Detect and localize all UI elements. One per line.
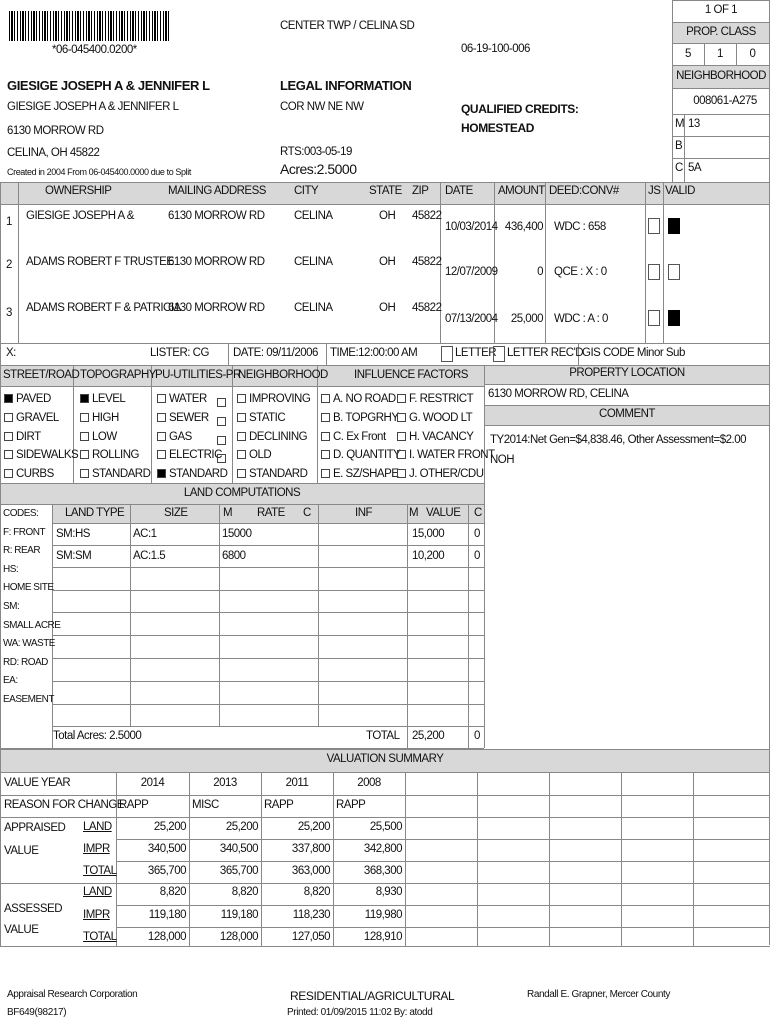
js-checkbox[interactable] xyxy=(648,264,660,280)
acres: Acres:2.5000 xyxy=(280,161,357,177)
reason-cell: RAPP xyxy=(336,799,366,811)
assessed-label: ASSESSED xyxy=(4,903,62,915)
land-type-cell: SM:HS xyxy=(56,528,90,540)
col-ownership: OWNERSHIP xyxy=(45,185,112,197)
valid-checkbox[interactable] xyxy=(668,310,680,326)
assessed-impr: 119,180 xyxy=(148,909,186,921)
row-number: 1 xyxy=(6,216,12,228)
col-m2: M xyxy=(409,507,419,519)
appraised-impr: 340,500 xyxy=(147,843,186,855)
street-option[interactable]: DIRT xyxy=(4,428,78,447)
valuation-title: VALUATION SUMMARY xyxy=(326,753,444,765)
footer-company: Appraisal Research Corporation xyxy=(7,989,138,1000)
col-inf: INF xyxy=(355,507,373,519)
deed-cell: WDC : 658 xyxy=(554,221,606,233)
size-cell: AC:1.5 xyxy=(133,550,166,562)
impr-label: IMPR xyxy=(83,909,110,921)
owner-name-title: GIESIGE JOSEPH A & JENNIFER L xyxy=(7,78,210,93)
amount-cell: 25,000 xyxy=(510,313,543,325)
util-option[interactable]: SEWER xyxy=(157,409,227,428)
topo-option[interactable]: ROLLING xyxy=(80,446,150,465)
utilities-pr-column xyxy=(217,393,229,468)
influence-option[interactable]: C. Ex Front xyxy=(321,428,400,447)
nbhd-option[interactable]: IMPROVING xyxy=(237,390,310,409)
deed-cell: WDC : A : 0 xyxy=(554,313,608,325)
zip-cell: 45822 xyxy=(412,302,442,314)
total-label: TOTAL xyxy=(83,865,117,877)
reason-cell: MISC xyxy=(192,799,219,811)
neighborhood-label: NEIGHBORHOOD xyxy=(676,70,766,82)
neighborhood-factor-list xyxy=(237,390,310,484)
date-cell: 07/13/2004 xyxy=(445,313,498,325)
footer-auditor: Randall E. Grapner, Mercer County xyxy=(527,989,670,1000)
influence-option[interactable]: F. RESTRICT xyxy=(397,390,495,409)
value-cell: 15,000 xyxy=(412,528,445,540)
amount-cell: 0 xyxy=(537,266,543,278)
x-label: X: xyxy=(6,347,16,359)
appraised-total: 363,000 xyxy=(291,865,330,877)
row-number: 2 xyxy=(6,259,12,271)
assessed-impr: 119,980 xyxy=(364,909,402,921)
city-cell: CELINA xyxy=(294,210,333,222)
col-amount: AMOUNT xyxy=(498,185,545,197)
land-type-cell: SM:SM xyxy=(56,550,92,562)
col-size: SIZE xyxy=(164,507,188,519)
util-option[interactable]: ELECTRIC xyxy=(157,446,227,465)
util-option[interactable]: WATER xyxy=(157,390,227,409)
rts: RTS:003-05-19 xyxy=(280,146,352,158)
legal-title: LEGAL INFORMATION xyxy=(280,78,412,93)
appraised-impr: 337,800 xyxy=(291,843,330,855)
influence-list-b xyxy=(397,390,495,484)
land-codes-legend: CODES: F: FRONT R: REAR HS: HOME SITE SM: SMALL ACRE WA: WASTE RD: ROAD EA: EASEMENT xyxy=(3,508,61,705)
neighborhood-factor-title: NEIGHBORHOOD xyxy=(238,369,328,381)
assessed-label: VALUE xyxy=(4,924,39,936)
rate-cell: 6800 xyxy=(222,550,246,562)
split-note: Created in 2004 From 06-045400.0000 due to Split xyxy=(7,167,191,177)
b-label: B xyxy=(675,140,683,152)
col-land-type: LAND TYPE xyxy=(65,507,125,519)
assessed-total: 128,000 xyxy=(147,931,186,943)
influence-option[interactable]: E. SZ/SHAPE xyxy=(321,465,400,484)
c-label: C xyxy=(675,162,683,174)
address-cell: 6130 MORROW RD xyxy=(168,302,265,314)
footer-type: RESIDENTIAL/AGRICULTURAL xyxy=(290,989,455,1003)
util-option[interactable]: STANDARD xyxy=(157,465,227,484)
credits-label: QUALIFIED CREDITS: xyxy=(461,102,579,116)
assessed-total: 127,050 xyxy=(291,931,330,943)
assessed-land: 8,820 xyxy=(159,886,186,898)
total-label: TOTAL xyxy=(83,931,117,943)
letter-recd-label: LETTER REC'D xyxy=(507,347,584,359)
owner-name: GIESIGE JOSEPH A & JENNIFER L xyxy=(7,101,179,113)
street-option[interactable]: PAVED xyxy=(4,390,78,409)
city-cell: CELINA xyxy=(294,256,333,268)
comment-line: TY2014:Net Gen=$4,838.46, Other Assessment=$2.00 xyxy=(490,434,747,446)
date-cell: 10/03/2014 xyxy=(445,221,498,233)
address-cell: 6130 MORROW RD xyxy=(168,210,265,222)
state-cell: OH xyxy=(379,302,396,314)
gis-code: GIS CODE Minor Sub xyxy=(582,347,685,359)
street-option[interactable]: SIDEWALKS xyxy=(4,446,78,465)
neighborhood-code: 008061-A275 xyxy=(693,95,757,107)
topo-option[interactable]: LEVEL xyxy=(80,390,150,409)
topography-list xyxy=(80,390,150,484)
influence-list-a xyxy=(321,390,400,484)
footer-printed: Printed: 01/09/2015 11:02 By: atodd xyxy=(287,1007,433,1018)
influence-option[interactable]: G. WOOD LT xyxy=(397,409,495,428)
prop-class-digit: 0 xyxy=(749,48,756,60)
prop-class-digit: 5 xyxy=(685,48,691,60)
influence-option[interactable]: I. WATER FRONT xyxy=(397,446,495,465)
influence-option[interactable]: D. QUANTITY xyxy=(321,446,400,465)
street-road-list xyxy=(4,390,78,484)
influence-option[interactable]: A. NO ROAD xyxy=(321,390,400,409)
property-location-title: PROPERTY LOCATION xyxy=(569,367,685,379)
city-cell: CELINA xyxy=(294,302,333,314)
street-road-title: STREET/ROAD xyxy=(3,369,80,381)
col-m: M xyxy=(223,507,233,519)
state-cell: OH xyxy=(379,256,396,268)
appraised-land: 25,200 xyxy=(225,821,258,833)
topo-option[interactable]: STANDARD xyxy=(80,465,150,484)
m-value: 13 xyxy=(688,118,700,130)
zip-cell: 45822 xyxy=(412,256,442,268)
utilities-title: PU-UTILITIES-PR xyxy=(155,369,241,381)
value-cell: 10,200 xyxy=(412,550,445,562)
land-total-value: 25,200 xyxy=(412,730,445,742)
credits-value: HOMESTEAD xyxy=(461,121,535,135)
valid-checkbox[interactable] xyxy=(668,218,680,234)
date-cell: 12/07/2009 xyxy=(445,266,498,278)
topo-option[interactable]: HIGH xyxy=(80,409,150,428)
assessed-land: 8,820 xyxy=(303,886,330,898)
year-cell: 2014 xyxy=(140,777,165,789)
influence-option[interactable]: J. OTHER/CDU xyxy=(397,465,495,484)
page-indicator: 1 OF 1 xyxy=(704,4,738,16)
lister: LISTER: CG xyxy=(150,347,209,359)
owner-address: 6130 MORROW RD xyxy=(7,125,104,137)
c-value: 5A xyxy=(688,162,702,174)
address-cell: 6130 MORROW RD xyxy=(168,256,265,268)
barcode xyxy=(9,11,171,41)
property-location-value: 6130 MORROW RD, CELINA xyxy=(488,388,629,400)
influence-option[interactable]: B. TOPGRHY xyxy=(321,409,400,428)
appraised-impr: 342,800 xyxy=(363,843,402,855)
prop-class-digit: 1 xyxy=(717,48,723,60)
barcode-text: *06-045400.0200* xyxy=(52,44,137,56)
letter-label: LETTER xyxy=(455,347,497,359)
appraised-land: 25,500 xyxy=(369,821,402,833)
c-cell: 0 xyxy=(474,550,480,562)
js-checkbox[interactable] xyxy=(648,310,660,326)
appraised-impr: 340,500 xyxy=(219,843,258,855)
col-js: JS xyxy=(648,185,661,197)
street-option[interactable]: GRAVEL xyxy=(4,409,78,428)
comment-line: NOH xyxy=(490,454,515,466)
col-zip: ZIP xyxy=(412,185,429,197)
owner-cell: ADAMS ROBERT F & PATRICIA xyxy=(26,302,181,314)
col-deed: DEED:CONV# xyxy=(549,185,619,197)
influence-factors-title: INFLUENCE FACTORS xyxy=(354,369,468,381)
land-title: LAND COMPUTATIONS xyxy=(183,487,301,499)
total-acres: Total Acres: 2.5000 xyxy=(53,730,142,742)
street-option[interactable]: CURBS xyxy=(4,465,78,484)
nbhd-option[interactable]: DECLINING xyxy=(237,428,310,447)
appraised-total: 365,700 xyxy=(219,865,258,877)
col-c: C xyxy=(303,507,311,519)
col-valid: VALID xyxy=(665,185,695,197)
valid-checkbox[interactable] xyxy=(668,264,680,280)
land-total-c: 0 xyxy=(474,730,480,742)
size-cell: AC:1 xyxy=(133,528,157,540)
c-cell: 0 xyxy=(474,528,480,540)
district: CENTER TWP / CELINA SD xyxy=(280,20,415,32)
assessed-impr: 119,180 xyxy=(220,909,258,921)
topo-option[interactable]: LOW xyxy=(80,428,150,447)
col-date: DATE xyxy=(445,185,473,197)
col-state: STATE xyxy=(369,185,402,197)
influence-option[interactable]: H. VACANCY xyxy=(397,428,495,447)
parcel-number: 06-19-100-006 xyxy=(461,43,530,55)
amount-cell: 436,400 xyxy=(504,221,543,233)
impr-label: IMPR xyxy=(83,843,110,855)
comment-title: COMMENT xyxy=(599,408,655,420)
owner-cell: GIESIGE JOSEPH A & xyxy=(26,210,134,222)
assessed-total: 128,910 xyxy=(363,931,402,943)
col-mailing-address: MAILING ADDRESS xyxy=(168,185,266,197)
deed-cell: QCE : X : 0 xyxy=(554,266,607,278)
year-cell: 2013 xyxy=(213,777,237,789)
col-city: CITY xyxy=(294,185,319,197)
land-label: LAND xyxy=(83,886,112,898)
col-c2: C xyxy=(474,507,482,519)
state-cell: OH xyxy=(379,210,396,222)
owner-city: CELINA, OH 45822 xyxy=(7,147,100,159)
appraised-total: 365,700 xyxy=(147,865,186,877)
col-value: VALUE xyxy=(426,507,461,519)
year-cell: 2008 xyxy=(357,777,381,789)
list-time: TIME:12:00:00 AM xyxy=(330,347,418,359)
nbhd-option[interactable]: STATIC xyxy=(237,409,310,428)
col-rate: RATE xyxy=(257,507,285,519)
letter-checkbox[interactable] xyxy=(441,346,453,362)
appraised-land: 25,200 xyxy=(153,821,186,833)
appraised-total: 368,300 xyxy=(363,865,402,877)
land-label: LAND xyxy=(83,821,112,833)
assessed-land: 8,930 xyxy=(375,886,402,898)
appraised-label: APPRAISED xyxy=(4,822,66,834)
reason-cell: RAPP xyxy=(119,799,149,811)
appraised-land: 25,200 xyxy=(297,821,330,833)
rate-cell: 15000 xyxy=(222,528,252,540)
letter-recd-checkbox[interactable] xyxy=(493,346,505,362)
nbhd-option[interactable]: STANDARD xyxy=(237,465,310,484)
owner-cell: ADAMS ROBERT F TRUSTEE xyxy=(26,256,174,268)
value-year-label: VALUE YEAR xyxy=(4,777,71,789)
util-option[interactable]: GAS xyxy=(157,428,227,447)
nbhd-option[interactable]: OLD xyxy=(237,446,310,465)
zip-cell: 45822 xyxy=(412,210,442,222)
list-date: DATE: 09/11/2006 xyxy=(233,347,318,359)
prop-class-label: PROP. CLASS xyxy=(686,26,756,38)
assessed-impr: 118,230 xyxy=(292,909,330,921)
row-number: 3 xyxy=(6,307,12,319)
js-checkbox[interactable] xyxy=(648,218,660,234)
land-total-label: TOTAL xyxy=(366,730,400,742)
m-label: M xyxy=(675,118,685,130)
assessed-total: 128,000 xyxy=(219,931,258,943)
legal-description: COR NW NE NW xyxy=(280,101,364,113)
topography-title: TOPOGRAPHY xyxy=(80,369,156,381)
assessed-land: 8,820 xyxy=(231,886,258,898)
appraised-label: VALUE xyxy=(4,845,39,857)
reason-cell: RAPP xyxy=(264,799,294,811)
reason-label: REASON FOR CHANGE xyxy=(4,799,124,811)
footer-form: BF649(98217) xyxy=(7,1007,67,1018)
year-cell: 2011 xyxy=(285,777,309,789)
